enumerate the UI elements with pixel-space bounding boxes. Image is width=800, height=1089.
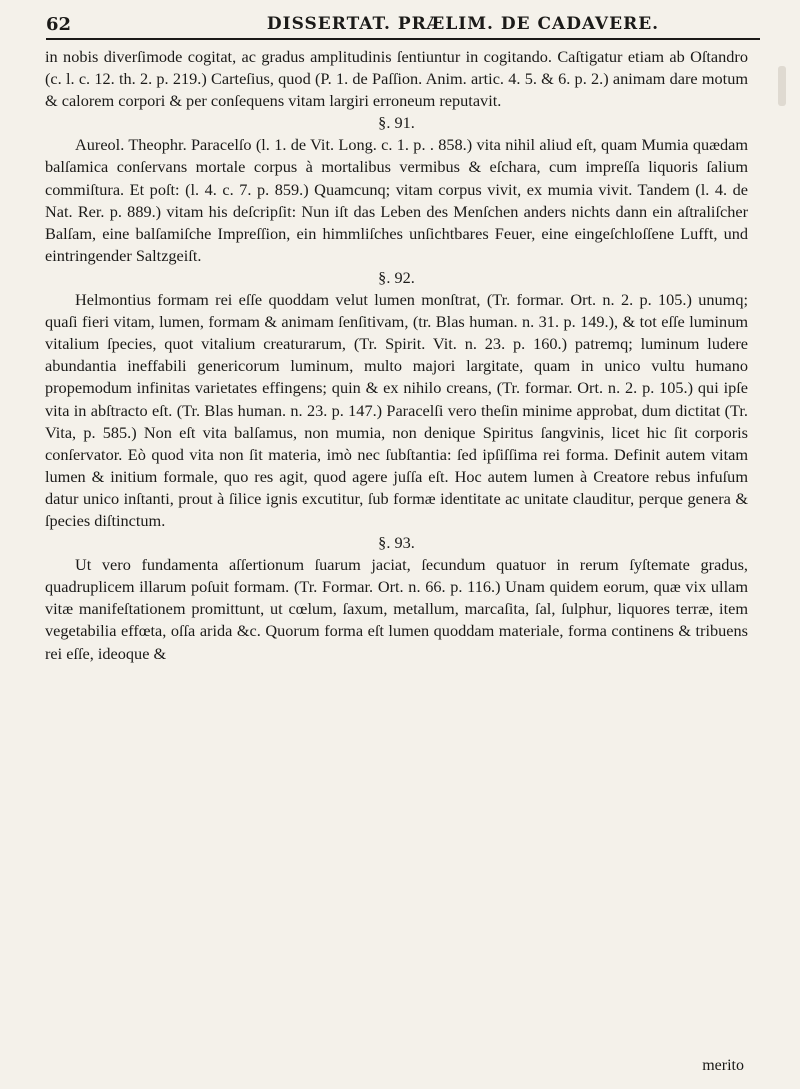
section-number: §. 92. — [378, 267, 415, 287]
paragraph-continuation: in nobis diverſimode cogitat, ac gradus amplitudinis ſentiuntur in cogitando. Caſtigatur etiam ab Oſtandro (c. l. c. 12. th. 2. p. 219.) Carteſius, quod (P. 1. de Paſſion. Anim. artic. 4. 5. & 6. p. 2.) animam dare motum & calorem corpori & per conſequens vitam largiri erroneum reputavit. — [45, 47, 748, 111]
page-header — [46, 8, 760, 40]
section-number: §. 91. — [378, 113, 415, 133]
catchword: merito — [702, 1057, 744, 1074]
paragraph: Ut vero fundamenta aſſertionum ſuarum jaciat, ſecundum quatuor in rerum ſyſtemate gradus, quadruplicem illarum poſuit formam. (Tr. Formar. Ort. n. 66. p. 116.) Unam quidem eorum, quæ vix ullam vitæ manifeſtationem promittunt, ut cœlum, ſaxum, metallum, marcaſita, ſal, ſulphur, liquores terræ, item vegetabilia effœta, oſſa arida &c. Quorum forma eſt lumen quoddam materiale, forma continens & tribuens rei eſſe, ideoque & — [45, 555, 748, 663]
paragraph: Helmontius formam rei eſſe quoddam velut lumen monſtrat, (Tr. formar. Ort. n. 2. p. 105.) unumq; quaſi fieri vitam, lumen, formam & animam ſenſitivam, (tr. Blas human. n. 31. p. 149.), & tot eſſe luminum vitalium ſpecies, quot vitalium creaturarum, (Tr. Spirit. Vit. n. 23. p. 160.) patremq; luminum ludere abundantia ineffabili genericorum luminum, multo majori largitate, quam in unico vultu humano propemodum infinitas varietates effingens; quin & ex nihilo creans, (Tr. formar. Ort. n. 2. p. 105.) qui ipſe vita in abſtracto eſt. (Tr. Blas human. n. 23. p. 147.) Paracelſi vero theſin minime approbat, dum dictitat (Tr. Vita, p. 585.) Non eſt vita balſamus, non mumia, non denique Spiritus ſangvinis, licet hic ſit corporis conſervator. Eò quod vita non ſit materia, imò nec ſubſtantia: ſed ipſiſſima rei forma. Definit autem vitam lumen & initium formale, quo res agit, quod agere juſſa eſt. Hoc autem lumen à Creatore rebus infuſum datur unico inſtanti, prout à ſilice ignis excutitur, ſub formæ identitate ac unitate clauditur, perque genera & ſpecies diſtinctum. — [45, 290, 748, 530]
section-number: §. 93. — [378, 533, 415, 553]
page-number: 62 — [46, 14, 72, 35]
running-head: DISSERTAT. PRÆLIM. DE CADAVERE. — [266, 14, 660, 34]
paragraph: Aureol. Theophr. Paracelſo (l. 1. de Vit. Long. c. 1. p. . 858.) vita nihil aliud eſt, quam Mumia quædam balſamica conſervans mortale corpus à mortalibus vermibus & eſchara, cum impreſſa liquoris ſalium commiſtura. Et poſt: (l. 4. c. 7. p. 859.) Quamcunq; vitam corpus vivit, ex mumia vivit. Tandem (l. 4. de Nat. Rer. p. 889.) vitam his deſcripſit: Nun iſt das Leben des Menſchen anders nichts dann ein aſtraliſcher Balſam, eine balſamiſche Impreſſion, ein himmliſches unſichtbares Feuer, eine eingeſchloſſene Lufft, und eintringender Saltzgeiſt. — [45, 135, 748, 265]
scan-mark — [778, 66, 786, 106]
body-text — [45, 46, 748, 665]
